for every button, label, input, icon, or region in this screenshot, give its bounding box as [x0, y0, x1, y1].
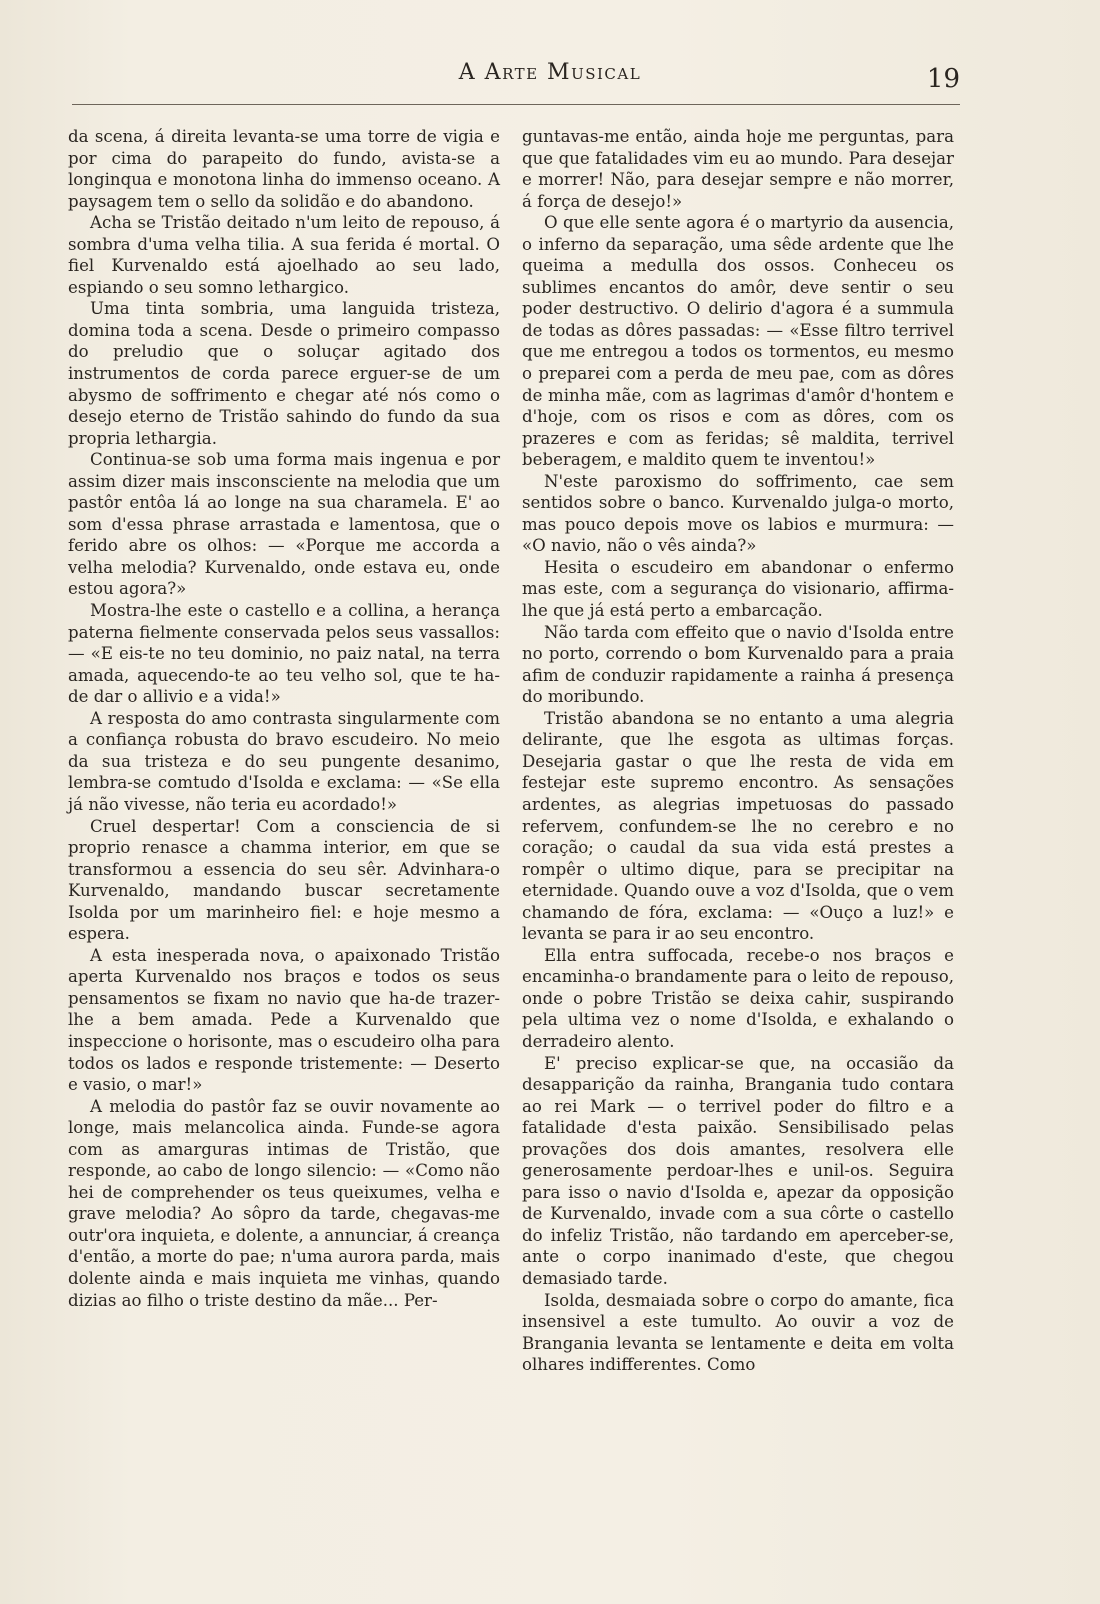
paragraph: Tristão abandona se no entanto a uma alegria delirante, que lhe esgota as ultimas forças. Desejaria gastar o que lhe resta de vida em festejar este supremo encontro. As sensações ardentes, as alegrias impetuosas do passado refervem, confundem-se lhe no cerebro e no coração; o caudal da sua vida está prestes a rompêr o ultimo dique, para se precipitar na eternidade. Quando ouve a voz d'Isolda, que o vem chamando de fóra, exclama: — «Ouço a luz!» e levanta se para ir ao seu encontro. — [522, 708, 954, 944]
paragraph: guntavas-me então, ainda hoje me perguntas, para que que fatalidades vim eu ao mundo. Para desejar e morrer! Não, para desejar sempre e não morrer, á força de desejo!» — [522, 127, 954, 211]
paragraph: Hesita o escudeiro em abandonar o enfermo mas este, com a segurança do visionario, affirma-lhe que já está perto a embarcação. — [522, 557, 954, 621]
header-rule — [72, 104, 960, 105]
paragraph: da scena, á direita levanta-se uma torre de vigia e por cima do parapeito do fundo, avista-se a longinqua e monotona linha do immenso oceano. A paysagem tem o sello da solidão e do abandono. — [68, 127, 500, 211]
paragraph: O que elle sente agora é o martyrio da ausencia, o inferno da separação, uma sêde ardente que lhe queima a medulla dos ossos. Conheceu os sublimes encantos do amôr, deve sentir o seu poder destructivo. O delirio d'agora é a summula de todas as dôres passadas: — «Esse filtro terrivel que me entregou a todos os tormentos, eu mesmo o preparei com a perda de meu pae, com as dôres de minha mãe, com as lagrimas d'amôr d'hontem e d'hoje, com os risos e com as dôres, com os prazeres e com as feridas; sê maldita, terrivel beberagem, e maldito quem te inventou!» — [522, 213, 954, 470]
paragraph: A resposta do amo contrasta singularmente com a confiança robusta do bravo escudeiro. No meio da sua tristeza e do seu pungente desanimo, lembra-se comtudo d'Isolda e exclama: — «Se ella já não vivesse, não teria eu acordado!» — [68, 708, 500, 814]
paragraph: Acha se Tristão deitado n'um leito de repouso, á sombra d'uma velha tilia. A sua ferida é mortal. O fiel Kurvenaldo está ajoelhado ao seu lado, espiando o seu somno lethargico. — [68, 213, 500, 297]
running-header — [0, 58, 1100, 98]
paragraph: E' preciso explicar-se que, na occasião da desapparição da rainha, Brangania tudo contara ao rei Mark — o terrivel poder do filtro e a fatalidade d'esta paixão. Sensibilisado pelas provações dos dois amantes, resolvera elle generosamente perdoar-lhes e unil-os. Seguira para isso o navio d'Isolda e, apezar da opposição de Kurvenaldo, invade com a sua côrte o castello do infeliz Tristão, não tardando em aperceber-se, ante o corpo inanimado d'este, que chegou demasiado tarde. — [522, 1053, 954, 1288]
journal-title: A Arte Musical — [458, 60, 642, 85]
left-column — [68, 126, 500, 1311]
paragraph: A esta inesperada nova, o apaixonado Tristão aperta Kurvenaldo nos braços e todos os seus pensamentos se fixam no navio que ha-de trazer-lhe a bem amada. Pede a Kurvenaldo que inspeccione o horisonte, mas o escudeiro olha para todos os lados e responde tristemente: — Deserto e vasio, o mar!» — [68, 945, 500, 1095]
paragraph: Ella entra suffocada, recebe-o nos braços e encaminha-o brandamente para o leito de repouso, onde o pobre Tristão se deixa cahir, suspirando pela ultima vez o nome d'Isolda, e exhalando o derradeiro alento. — [522, 945, 954, 1051]
paragraph: A melodia do pastôr faz se ouvir novamente ao longe, mais melancolica ainda. Funde-se agora com as amarguras intimas de Tristão, que responde, ao cabo de longo silencio: — «Como não hei de comprehender os teus queixumes, velha e grave melodia? Ao sôpro da tarde, chegavas-me outr'ora inquieta, e dolente, a annunciar, á creança d'então, a morte do pae; n'uma aurora parda, mais dolente ainda e mais inquieta me vinhas, quando dizias ao filho o triste destino da mãe... Per- — [68, 1096, 500, 1310]
paragraph: Cruel despertar! Com a consciencia de si proprio renasce a chamma interior, em que se transformou a essencia do seu sêr. Advinhara-o Kurvenaldo, mandando buscar secretamente Isolda por um marinheiro fiel: e hoje mesmo a espera. — [68, 816, 500, 944]
right-column — [522, 126, 954, 1376]
paragraph: Uma tinta sombria, uma languida tristeza, domina toda a scena. Desde o primeiro compasso do preludio que o soluçar agitado dos instrumentos de corda parece erguer-se de um abysmo de soffrimento e chegar até nós como o desejo eterno de Tristão sahindo do fundo da sua propria lethargia. — [68, 299, 500, 448]
paragraph: Isolda, desmaiada sobre o corpo do amante, fica insensivel a este tumulto. Ao ouvir a voz de Brangania levanta se lentamente e deita em volta olhares indifferentes. Como — [522, 1290, 954, 1375]
paragraph: Mostra-lhe este o castello e a collina, a herança paterna fielmente conservada pelos seus vassallos: — «E eis-te no teu dominio, no paiz natal, na terra amada, aquecendo-te ao teu velho sol, que te ha-de dar o allivio e a vida!» — [68, 601, 500, 707]
page-number: 19 — [926, 64, 960, 94]
paragraph: Continua-se sob uma forma mais ingenua e por assim dizer mais insconsciente na melodia que um pastôr entôa lá ao longe na sua charamela. E' ao som d'essa phrase arrastada e lamentosa, que o ferido abre os olhos: — «Porque me accorda a velha melodia? Kurvenaldo, onde estava eu, onde estou agora?» — [68, 450, 500, 599]
paragraph: N'este paroxismo do soffrimento, cae sem sentidos sobre o banco. Kurvenaldo julga-o morto, mas pouco depois move os labios e murmura: — «O navio, não o vês ainda?» — [522, 471, 954, 556]
paragraph: Não tarda com effeito que o navio d'Isolda entre no porto, correndo o bom Kurvenaldo para a praia afim de conduzir rapidamente a rainha á presença do moribundo. — [522, 622, 954, 707]
